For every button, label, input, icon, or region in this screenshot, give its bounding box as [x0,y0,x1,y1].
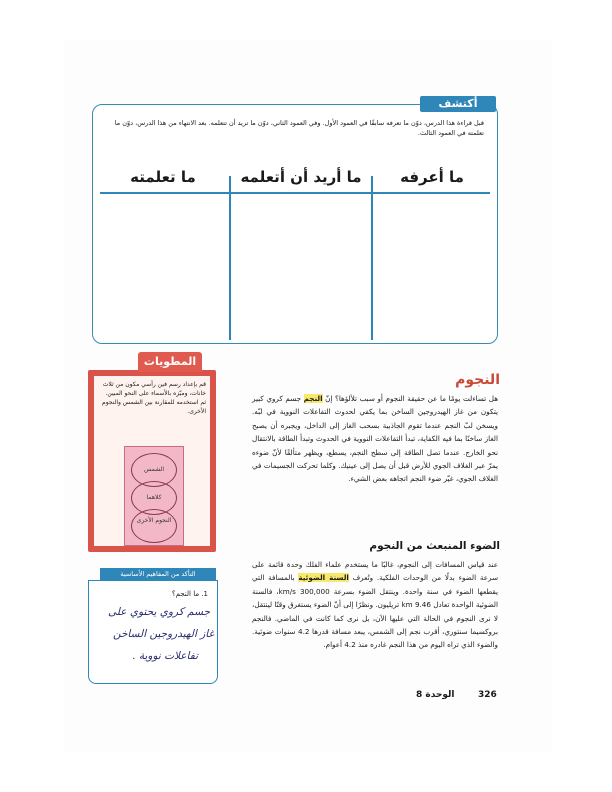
paragraph-stars: هل تساءلت يومًا ما عن حقيقة النجوم أو سبب تلألؤها؟ إنّ النجم جسم كروي كبير يتكون من غاز الهيدروجين الساخن بما يكفي لحدوث التفاعلات النووية في لبّه. ويسخن لبّ النجم عندما تقوم الجاذبية بسحب الغاز إلى الداخل، ويجبره أن يصبح الغاز ساخنًا بما فيه الكفاية، تبدأ التفاعلات النووية في الحدوث وتبدأ الطاقة بالانتقال نحو الخارج. عندما تصل الطاقة إلى سطح النجم، يسطع، ويظهر متألقًا لأنّ ضوءه يمرّ عبر الغلاف الجوي للأرض قبل أن يصل إلى عينيك. وكلما تحركت الجسيمات في الغلاف الجوي، غيّر ضوء النجم اتجاهه بعض الشيء. [252,394,498,484]
section-title: النجوم [455,372,500,388]
column-divider-1 [371,176,373,340]
discover-instructions: قبل قراءة هذا الدرس، دوّن ما تعرفه سابقًا في العمود الأول. وفي العمود الثاني، دوّن ما تريد أن تتعلمه. بعد الانتهاء من هذا الدرس، دوّن ما تعلمته في العمود الثالث. [114,119,484,137]
discover-box [92,104,498,344]
paragraph-light: عند قياس المسافات إلى النجوم، غالبًا ما يستخدم علماء الفلك وحدة قائمة على سرعة الضوء بدلًا من الوحدات الفلكية. وتُعرف السنة الضوئية بالمسافة التي يقطعها الضوء في سنة واحدة. وينتقل الضوء بسرعة 300,000 km/s، فالسنة الضوئية الواحدة تعادل 9.46 km تريليون. ونظرًا إلى أنّ الضوء يستغرق وقتًا لينتقل، لا نرى النجوم في الحالة التي عليها الآن، بل نرى كما كانت في الماضي. فالنجم بروكسيما سنتوري، أقرب نجم إلى الشمس، يبعد مسافة قدرها 4.2 سنوات ضوئية. والضوء الذي تراه اليوم من هذا النجم غادره منذ 4.2 أعوام. [252,560,499,650]
unit-label: الوحدة 8 [416,690,455,700]
venn-diagram-card [124,446,184,546]
handwritten-answer-line-3: تفاعلات نووية . [132,650,198,662]
handwritten-answer-line-1: جسم كروي يحتوي على [108,606,210,618]
handwritten-answer-line-2: غاز الهيدروجين الساخن [112,628,214,640]
highlight-star: النجم [303,394,323,403]
column-divider-2 [229,176,231,340]
page-number: 326 [478,690,497,700]
venn-oval-both: كلاهما [131,481,177,515]
subsection-title: الضوء المنبعث من النجوم [369,540,500,552]
column-header-want: ما أريد أن أتعلمه [240,168,362,186]
venn-oval-other-stars: النجوم الأخرى [131,509,177,543]
column-header-learned: ما تعلمته [130,168,196,186]
column-header-know: ما أعرفه [400,168,464,186]
foldables-tab: المطويات [138,352,202,372]
venn-oval-sun: الشمس [131,453,177,487]
foldables-text: قم بإعداد رسم فين رأسي مكون من ثلاث خانات، وميّزه بالأسماء على النحو المبين. ثم استخدمه للمقارنة بين الشمس والنجوم الأخرى. [102,381,206,415]
highlight-light-year: السنة الضوئية [298,573,349,583]
concept-check-question: 1. ما النجم؟ [171,590,208,598]
column-header-divider [100,192,490,194]
discover-tab: أكتشف [420,96,496,112]
concept-check-tab: التأكد من المفاهيم الأساسية [100,568,216,581]
